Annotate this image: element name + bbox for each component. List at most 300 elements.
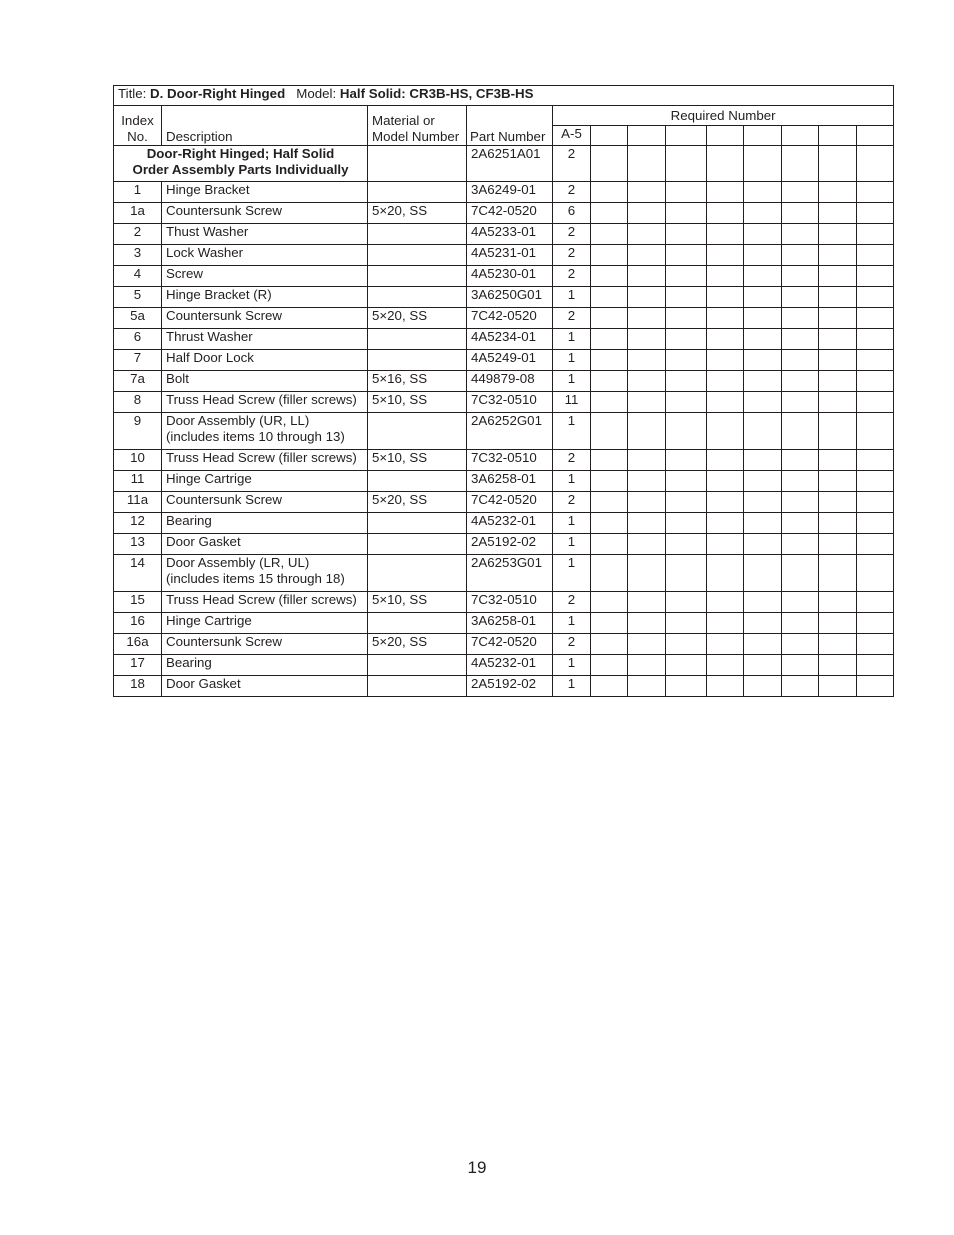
cell-blank xyxy=(857,287,894,308)
header-blank xyxy=(707,126,744,146)
cell-blank xyxy=(628,471,666,492)
cell-blank xyxy=(666,392,707,413)
cell-blank xyxy=(707,329,744,350)
cell-blank xyxy=(819,308,857,329)
cell-blank xyxy=(707,613,744,634)
cell-blank xyxy=(744,655,782,676)
cell-qty-a5: 1 xyxy=(553,350,591,371)
cell-blank xyxy=(666,450,707,471)
cell-material xyxy=(368,350,467,371)
cell-part-number: 2A6252G01 xyxy=(467,413,553,450)
cell-blank xyxy=(628,555,666,592)
header-blank xyxy=(744,126,782,146)
cell-blank xyxy=(628,676,666,697)
cell-description: Door Assembly (UR, LL) (includes items 10 through 13) xyxy=(162,413,368,450)
cell-description: Screw xyxy=(162,266,368,287)
cell-blank xyxy=(857,392,894,413)
cell-blank xyxy=(857,492,894,513)
title-value: D. Door-Right Hinged xyxy=(150,86,286,101)
cell-blank xyxy=(628,329,666,350)
cell-part-number: 7C42-0520 xyxy=(467,308,553,329)
cell-index: 6 xyxy=(114,329,162,350)
cell-index: 2 xyxy=(114,224,162,245)
cell-blank xyxy=(819,245,857,266)
cell-blank xyxy=(819,676,857,697)
cell-blank xyxy=(591,308,628,329)
cell-part-number: 4A5249-01 xyxy=(467,350,553,371)
cell-description: Countersunk Screw xyxy=(162,308,368,329)
header-required-number: Required Number xyxy=(553,106,894,126)
cell-part-number: 3A6249-01 xyxy=(467,182,553,203)
table-title-row xyxy=(114,86,894,106)
cell-index: 5a xyxy=(114,308,162,329)
cell-blank xyxy=(591,245,628,266)
cell-description: Lock Washer xyxy=(162,245,368,266)
cell-index: 14 xyxy=(114,555,162,592)
cell-material: 5×10, SS xyxy=(368,592,467,613)
cell-blank xyxy=(707,634,744,655)
cell-blank xyxy=(591,203,628,224)
cell-description: Hinge Bracket (R) xyxy=(162,287,368,308)
cell-blank xyxy=(628,287,666,308)
cell-blank xyxy=(857,350,894,371)
table-row xyxy=(114,613,894,634)
cell-description: Countersunk Screw xyxy=(162,203,368,224)
cell-blank xyxy=(744,676,782,697)
cell-blank xyxy=(857,224,894,245)
cell-blank xyxy=(666,655,707,676)
cell-index: 7 xyxy=(114,350,162,371)
cell-qty-a5: 2 xyxy=(553,634,591,655)
cell-qty-a5: 1 xyxy=(553,371,591,392)
cell-blank xyxy=(744,555,782,592)
cell-blank xyxy=(628,245,666,266)
cell-material xyxy=(368,655,467,676)
cell-material xyxy=(368,413,467,450)
cell-blank xyxy=(857,413,894,450)
header-index: Index No. xyxy=(114,106,162,146)
header-row xyxy=(114,106,894,126)
cell-blank xyxy=(707,371,744,392)
cell-blank xyxy=(857,555,894,592)
header-blank xyxy=(857,126,894,146)
table-row xyxy=(114,676,894,697)
cell-qty-a5: 2 xyxy=(553,308,591,329)
cell-blank xyxy=(707,224,744,245)
cell-index: 18 xyxy=(114,676,162,697)
cell-description: Truss Head Screw (filler screws) xyxy=(162,392,368,413)
cell-material: 5×10, SS xyxy=(368,450,467,471)
cell-blank xyxy=(591,555,628,592)
cell-blank xyxy=(782,471,819,492)
cell-material xyxy=(368,245,467,266)
cell-blank xyxy=(707,450,744,471)
cell-blank xyxy=(707,245,744,266)
cell-blank xyxy=(707,492,744,513)
cell-blank xyxy=(666,492,707,513)
table-row xyxy=(114,513,894,534)
cell-part-number: 7C42-0520 xyxy=(467,634,553,655)
cell-blank xyxy=(628,182,666,203)
cell-blank xyxy=(707,392,744,413)
cell-blank xyxy=(707,655,744,676)
cell-blank xyxy=(819,471,857,492)
cell-blank xyxy=(819,613,857,634)
cell-material xyxy=(368,471,467,492)
header-blank xyxy=(782,126,819,146)
cell-blank xyxy=(782,224,819,245)
header-part-number: Part Number xyxy=(467,106,553,146)
cell-description: Half Door Lock xyxy=(162,350,368,371)
cell-blank xyxy=(666,203,707,224)
cell-blank xyxy=(628,534,666,555)
table-row xyxy=(114,182,894,203)
cell-blank xyxy=(744,613,782,634)
cell-blank xyxy=(744,245,782,266)
cell-blank xyxy=(591,492,628,513)
cell-blank xyxy=(628,392,666,413)
cell-qty-a5: 2 xyxy=(553,224,591,245)
cell-blank xyxy=(628,592,666,613)
table-row xyxy=(114,329,894,350)
cell-blank xyxy=(744,287,782,308)
cell-blank xyxy=(591,634,628,655)
cell-blank xyxy=(628,413,666,450)
cell-blank xyxy=(744,634,782,655)
cell-blank xyxy=(819,513,857,534)
cell-blank xyxy=(857,471,894,492)
cell-description: Truss Head Screw (filler screws) xyxy=(162,592,368,613)
cell-blank xyxy=(744,224,782,245)
cell-material: 5×20, SS xyxy=(368,308,467,329)
cell-blank xyxy=(707,266,744,287)
cell-blank xyxy=(707,676,744,697)
cell-blank xyxy=(591,392,628,413)
cell-part-number: 4A5233-01 xyxy=(467,224,553,245)
cell-part-number: 7C42-0520 xyxy=(467,492,553,513)
cell-qty-a5: 1 xyxy=(553,534,591,555)
cell-blank xyxy=(591,287,628,308)
cell-blank xyxy=(857,676,894,697)
cell-part-number: 7C32-0510 xyxy=(467,450,553,471)
cell-blank xyxy=(707,592,744,613)
cell-part-number: 2A5192-02 xyxy=(467,676,553,697)
cell-blank xyxy=(591,655,628,676)
cell-blank xyxy=(819,634,857,655)
cell-blank xyxy=(819,534,857,555)
cell-blank xyxy=(591,513,628,534)
cell-blank xyxy=(628,450,666,471)
header-description: Description xyxy=(162,106,368,146)
cell-description: Bolt xyxy=(162,371,368,392)
parts-list-table xyxy=(113,85,894,697)
cell-blank xyxy=(591,266,628,287)
cell-blank xyxy=(666,592,707,613)
cell-blank xyxy=(591,329,628,350)
cell-blank xyxy=(782,266,819,287)
cell-blank xyxy=(857,329,894,350)
cell-blank xyxy=(857,592,894,613)
cell-qty-a5: 1 xyxy=(553,613,591,634)
cell-qty-a5: 1 xyxy=(553,471,591,492)
cell-qty-a5: 1 xyxy=(553,555,591,592)
table-row xyxy=(114,450,894,471)
header-blank xyxy=(591,126,628,146)
cell-description: Door Gasket xyxy=(162,534,368,555)
cell-blank xyxy=(744,350,782,371)
cell-blank xyxy=(628,203,666,224)
cell-blank xyxy=(857,534,894,555)
cell-blank xyxy=(628,492,666,513)
cell-blank xyxy=(782,287,819,308)
cell-blank xyxy=(666,182,707,203)
cell-material xyxy=(368,266,467,287)
cell-index: 10 xyxy=(114,450,162,471)
cell-blank xyxy=(744,182,782,203)
cell-qty-a5: 1 xyxy=(553,513,591,534)
table-row xyxy=(114,308,894,329)
cell-part-number: 449879-08 xyxy=(467,371,553,392)
cell-description: Countersunk Screw xyxy=(162,634,368,655)
cell-qty-a5: 2 xyxy=(553,450,591,471)
table-row xyxy=(114,534,894,555)
cell-blank xyxy=(666,634,707,655)
cell-blank xyxy=(782,555,819,592)
title-label: Title: xyxy=(118,86,147,101)
cell-description: Thust Washer xyxy=(162,224,368,245)
cell-blank xyxy=(591,592,628,613)
cell-qty-a5: 1 xyxy=(553,287,591,308)
cell-part-number: 2A6253G01 xyxy=(467,555,553,592)
cell-blank xyxy=(707,350,744,371)
cell-blank xyxy=(819,371,857,392)
cell-blank xyxy=(666,413,707,450)
cell-description: Bearing xyxy=(162,513,368,534)
cell-blank xyxy=(666,224,707,245)
cell-index: 3 xyxy=(114,245,162,266)
table-title xyxy=(114,86,894,106)
cell-blank xyxy=(819,655,857,676)
table-row xyxy=(114,245,894,266)
cell-blank xyxy=(591,350,628,371)
cell-part-number: 3A6258-01 xyxy=(467,471,553,492)
cell-blank xyxy=(857,634,894,655)
cell-description: Door Assembly (LR, UL) (includes items 15 through 18) xyxy=(162,555,368,592)
cell-blank xyxy=(666,555,707,592)
cell-blank xyxy=(782,329,819,350)
cell-blank xyxy=(628,266,666,287)
cell-part-number: 3A6250G01 xyxy=(467,287,553,308)
cell-blank xyxy=(857,613,894,634)
model-value: Half Solid: CR3B-HS, CF3B-HS xyxy=(339,86,534,101)
cell-blank xyxy=(744,329,782,350)
cell-blank xyxy=(782,245,819,266)
cell-material xyxy=(368,329,467,350)
cell-blank xyxy=(819,203,857,224)
cell-description: Door Gasket xyxy=(162,676,368,697)
cell-blank xyxy=(819,287,857,308)
cell-blank xyxy=(857,182,894,203)
assembly-material xyxy=(368,146,467,182)
header-blank xyxy=(819,126,857,146)
cell-blank xyxy=(819,392,857,413)
cell-blank xyxy=(782,592,819,613)
cell-part-number: 3A6258-01 xyxy=(467,613,553,634)
cell-material xyxy=(368,534,467,555)
cell-index: 7a xyxy=(114,371,162,392)
cell-blank xyxy=(666,613,707,634)
cell-material xyxy=(368,182,467,203)
header-blank xyxy=(628,126,666,146)
cell-material: 5×16, SS xyxy=(368,371,467,392)
cell-description: Truss Head Screw (filler screws) xyxy=(162,450,368,471)
cell-blank xyxy=(744,492,782,513)
cell-material xyxy=(368,555,467,592)
cell-qty-a5: 1 xyxy=(553,329,591,350)
cell-part-number: 4A5232-01 xyxy=(467,655,553,676)
cell-blank xyxy=(628,371,666,392)
cell-index: 9 xyxy=(114,413,162,450)
cell-index: 5 xyxy=(114,287,162,308)
cell-blank xyxy=(744,513,782,534)
cell-part-number: 2A5192-02 xyxy=(467,534,553,555)
cell-blank xyxy=(782,308,819,329)
cell-blank xyxy=(782,350,819,371)
cell-blank xyxy=(819,350,857,371)
cell-qty-a5: 2 xyxy=(553,592,591,613)
cell-blank xyxy=(707,555,744,592)
cell-blank xyxy=(707,203,744,224)
cell-material xyxy=(368,613,467,634)
cell-index: 16a xyxy=(114,634,162,655)
cell-index: 8 xyxy=(114,392,162,413)
cell-blank xyxy=(857,308,894,329)
table-row xyxy=(114,413,894,450)
cell-blank xyxy=(744,203,782,224)
assembly-qty: 2 xyxy=(553,146,591,182)
cell-qty-a5: 6 xyxy=(553,203,591,224)
cell-blank xyxy=(707,182,744,203)
cell-blank xyxy=(782,513,819,534)
cell-part-number: 4A5232-01 xyxy=(467,513,553,534)
cell-blank xyxy=(666,329,707,350)
cell-blank xyxy=(666,534,707,555)
cell-blank xyxy=(666,371,707,392)
table-row xyxy=(114,471,894,492)
table-row xyxy=(114,224,894,245)
cell-blank xyxy=(782,655,819,676)
table-row xyxy=(114,350,894,371)
cell-blank xyxy=(744,308,782,329)
cell-blank xyxy=(628,655,666,676)
cell-blank xyxy=(666,266,707,287)
cell-blank xyxy=(744,450,782,471)
cell-material xyxy=(368,287,467,308)
cell-blank xyxy=(628,513,666,534)
cell-blank xyxy=(707,534,744,555)
cell-blank xyxy=(819,224,857,245)
cell-blank xyxy=(591,676,628,697)
cell-blank xyxy=(782,203,819,224)
cell-blank xyxy=(782,676,819,697)
assembly-row xyxy=(114,146,894,182)
cell-blank xyxy=(744,266,782,287)
cell-part-number: 4A5234-01 xyxy=(467,329,553,350)
table-row xyxy=(114,287,894,308)
cell-blank xyxy=(782,182,819,203)
cell-blank xyxy=(857,450,894,471)
cell-blank xyxy=(819,413,857,450)
cell-index: 13 xyxy=(114,534,162,555)
cell-description: Hinge Cartrige xyxy=(162,613,368,634)
cell-material xyxy=(368,224,467,245)
cell-description: Countersunk Screw xyxy=(162,492,368,513)
cell-material xyxy=(368,676,467,697)
page-number: 19 xyxy=(467,1158,487,1177)
cell-blank xyxy=(628,308,666,329)
cell-blank xyxy=(591,471,628,492)
table-row xyxy=(114,492,894,513)
cell-qty-a5: 1 xyxy=(553,413,591,450)
cell-blank xyxy=(744,413,782,450)
cell-blank xyxy=(782,492,819,513)
cell-qty-a5: 2 xyxy=(553,245,591,266)
cell-qty-a5: 1 xyxy=(553,676,591,697)
table-row xyxy=(114,555,894,592)
cell-material: 5×10, SS xyxy=(368,392,467,413)
cell-index: 4 xyxy=(114,266,162,287)
cell-blank xyxy=(707,471,744,492)
cell-index: 17 xyxy=(114,655,162,676)
cell-blank xyxy=(744,371,782,392)
cell-blank xyxy=(782,613,819,634)
cell-blank xyxy=(666,308,707,329)
table-row xyxy=(114,392,894,413)
header-a5: A-5 xyxy=(553,126,591,146)
cell-qty-a5: 2 xyxy=(553,492,591,513)
cell-blank xyxy=(591,224,628,245)
cell-blank xyxy=(591,450,628,471)
cell-blank xyxy=(707,413,744,450)
cell-blank xyxy=(666,471,707,492)
table-row xyxy=(114,203,894,224)
table-row xyxy=(114,655,894,676)
cell-index: 12 xyxy=(114,513,162,534)
cell-blank xyxy=(707,287,744,308)
cell-blank xyxy=(857,203,894,224)
cell-index: 1a xyxy=(114,203,162,224)
cell-blank xyxy=(857,513,894,534)
cell-blank xyxy=(744,471,782,492)
cell-blank xyxy=(666,676,707,697)
assembly-description: Door-Right Hinged; Half Solid Order Assembly Parts Individually xyxy=(114,146,368,182)
cell-material: 5×20, SS xyxy=(368,492,467,513)
cell-blank xyxy=(628,634,666,655)
cell-material xyxy=(368,513,467,534)
cell-blank xyxy=(782,450,819,471)
cell-blank xyxy=(591,371,628,392)
cell-blank xyxy=(744,392,782,413)
cell-blank xyxy=(857,655,894,676)
cell-part-number: 7C32-0510 xyxy=(467,592,553,613)
cell-blank xyxy=(819,555,857,592)
cell-blank xyxy=(666,350,707,371)
cell-blank xyxy=(819,592,857,613)
cell-part-number: 4A5231-01 xyxy=(467,245,553,266)
cell-description: Hinge Bracket xyxy=(162,182,368,203)
cell-blank xyxy=(782,634,819,655)
table-row xyxy=(114,266,894,287)
